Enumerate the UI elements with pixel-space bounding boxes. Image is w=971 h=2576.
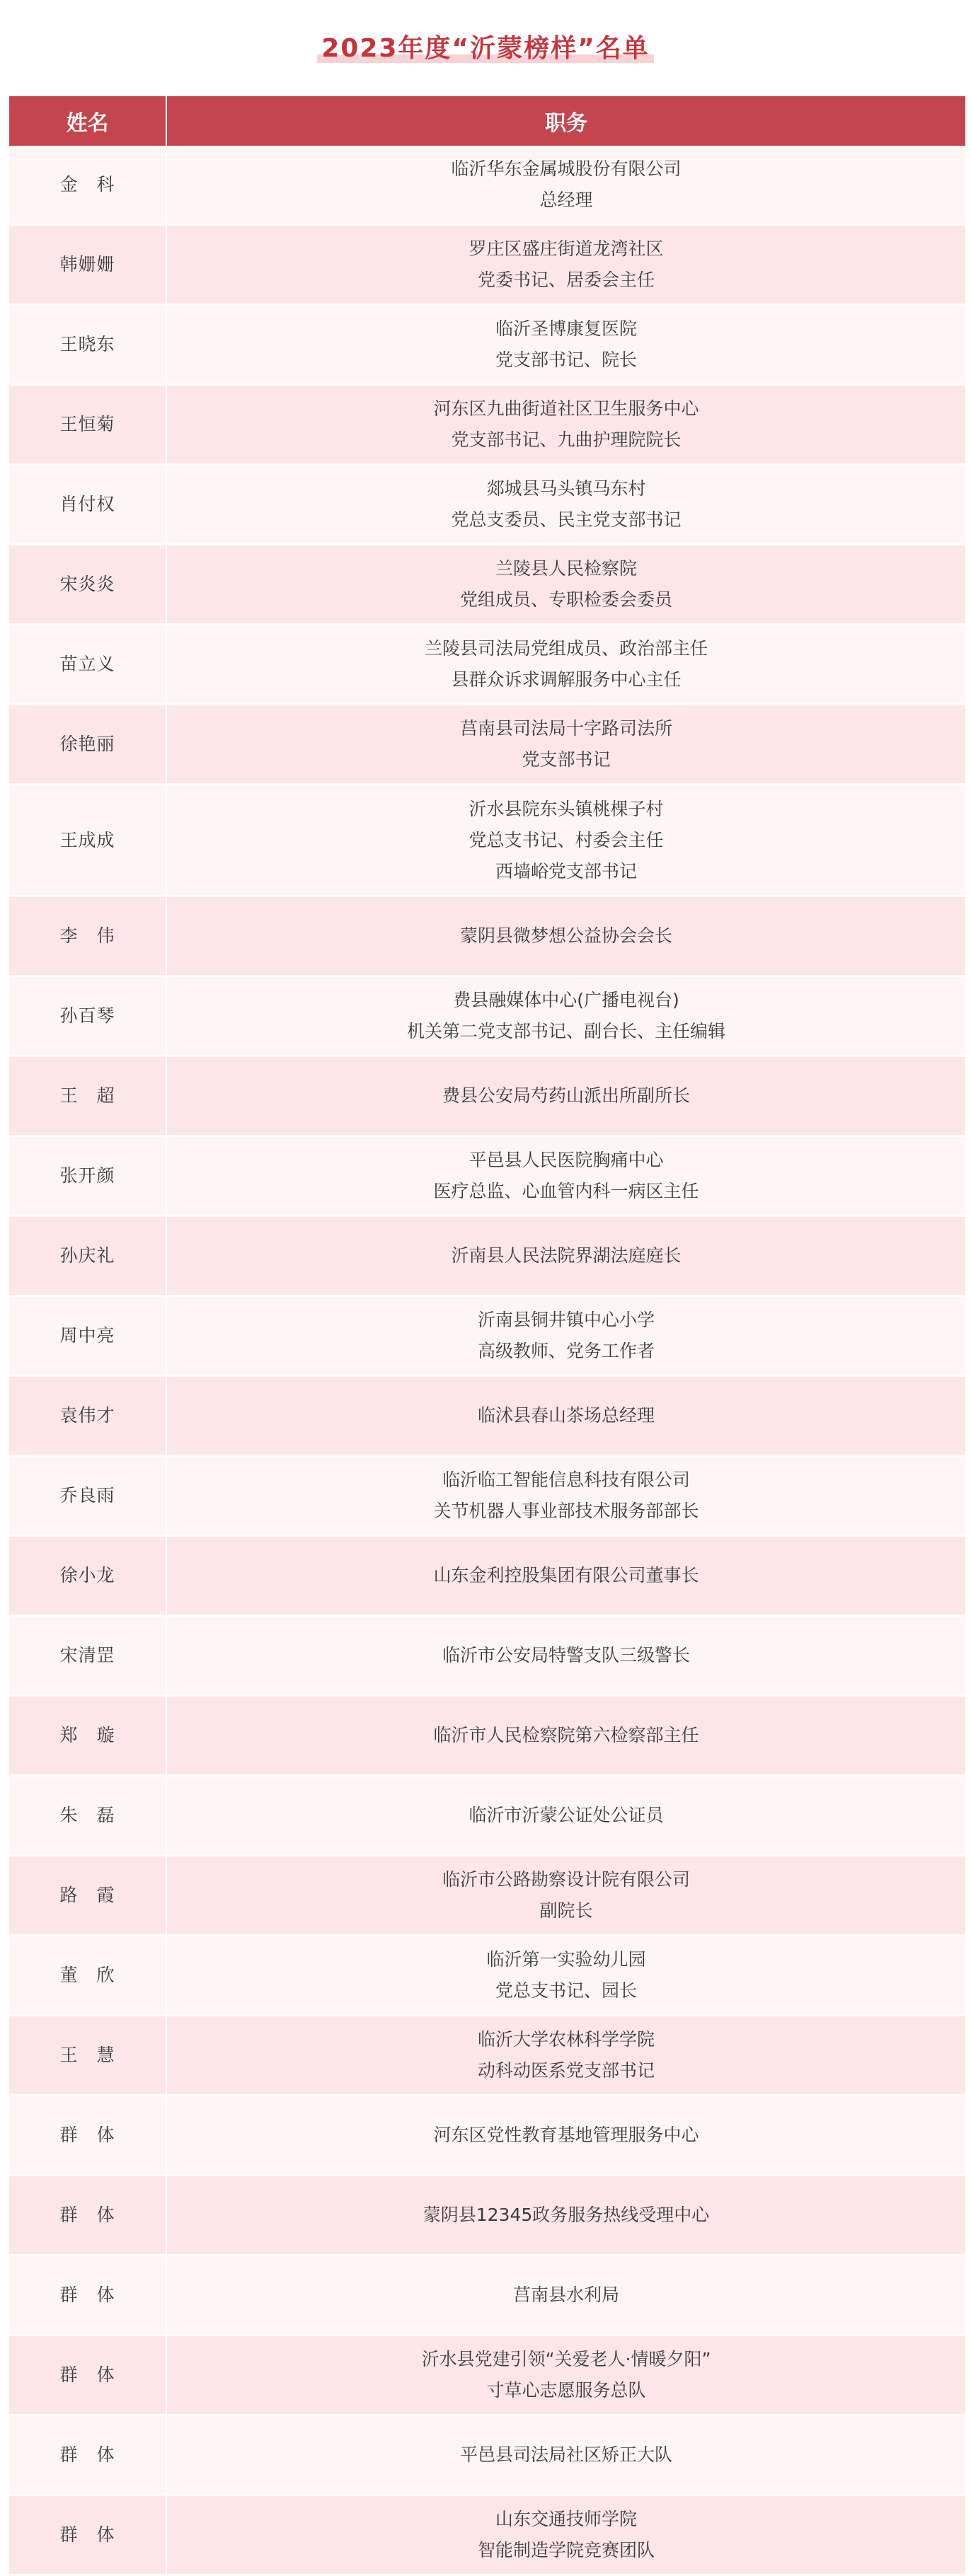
duty-line: 莒南县水利局 [512, 2285, 619, 2305]
duty-line: 兰陵县人民检察院 [495, 558, 637, 579]
table-row [9, 2496, 965, 2576]
duty-line: 郯城县马头镇马东村 [486, 478, 646, 499]
table-row [9, 545, 965, 625]
duty-cell [167, 2496, 965, 2574]
person-name: 徐小龙 [9, 1537, 167, 1615]
person-name: 群 体 [9, 2176, 167, 2254]
person-name: 群 体 [9, 2496, 167, 2574]
person-name: 徐艳丽 [9, 705, 167, 783]
table-row [9, 1297, 965, 1377]
duty-cell [167, 897, 965, 975]
person-name: 孙百琴 [9, 977, 167, 1055]
duty-line: 临沂市公路勘察设计院有限公司 [442, 1869, 690, 1890]
person-name: 金 科 [9, 146, 167, 224]
person-name: 李 伟 [9, 897, 167, 975]
duty-cell [167, 1617, 965, 1694]
duty-line: 党委书记、居委会主任 [477, 270, 655, 290]
table-row [9, 1457, 965, 1537]
duty-cell [167, 625, 965, 703]
honor-list-table [9, 96, 965, 2576]
duty-line: 总经理 [539, 190, 593, 210]
duty-line: 党组成员、专职检委会委员 [459, 589, 672, 610]
duty-cell [167, 1936, 965, 2014]
person-name: 郑 璇 [9, 1697, 167, 1774]
person-name: 韩姗姗 [9, 226, 167, 304]
page-title: 2023年度“沂蒙榜样”名单 [317, 28, 654, 64]
duty-line: 河东区九曲街道社区卫生服务中心 [433, 398, 699, 419]
duty-line: 临沂市沂蒙公证处公证员 [469, 1805, 664, 1825]
duty-cell [167, 2416, 965, 2494]
duty-line: 县群众诉求调解服务中心主任 [451, 669, 682, 690]
person-name: 乔良雨 [9, 1457, 167, 1535]
table-row [9, 1856, 965, 1936]
table-row [9, 1217, 965, 1297]
person-name: 王 超 [9, 1057, 167, 1135]
person-name: 朱 磊 [9, 1777, 167, 1854]
table-row [9, 1377, 965, 1457]
duty-line: 党总支委员、民主党支部书记 [451, 509, 682, 530]
table-row [9, 1697, 965, 1777]
duty-line: 沂南县铜井镇中心小学 [477, 1310, 655, 1330]
header-duty: 职务 [545, 111, 587, 136]
duty-line: 高级教师、党务工作者 [477, 1341, 655, 1361]
duty-cell [167, 1856, 965, 1934]
table-row [9, 625, 965, 705]
duty-line: 山东交通技师学院 [495, 2509, 637, 2529]
duty-line: 临沂临工智能信息科技有限公司 [442, 1469, 690, 1490]
table-row [9, 306, 965, 386]
duty-line: 寸草心志愿服务总队 [486, 2380, 646, 2401]
duty-cell [167, 1057, 965, 1135]
duty-line: 临沂大学农林科学学院 [477, 2029, 655, 2050]
duty-cell [167, 545, 965, 623]
duty-line: 沂南县人民法院界湖法庭庭长 [451, 1245, 682, 1266]
duty-line: 罗庄区盛庄街道龙湾社区 [469, 238, 664, 259]
duty-cell [167, 977, 965, 1055]
person-name: 肖付权 [9, 466, 167, 543]
person-name: 群 体 [9, 2336, 167, 2414]
table-row [9, 785, 965, 897]
duty-cell [167, 1297, 965, 1375]
duty-cell [167, 2256, 965, 2334]
person-name: 路 霞 [9, 1856, 167, 1934]
person-name: 周中亮 [9, 1297, 167, 1375]
duty-cell [167, 146, 965, 224]
table-row [9, 897, 965, 977]
table-row [9, 2176, 965, 2256]
table-row [9, 1057, 965, 1137]
person-name: 孙庆礼 [9, 1217, 167, 1295]
person-name: 苗立义 [9, 625, 167, 703]
duty-line: 党支部书记、院长 [495, 350, 637, 370]
duty-line: 关节机器人事业部技术服务部部长 [433, 1501, 699, 1521]
duty-line: 副院长 [539, 1900, 593, 1921]
duty-line: 党总支书记、村委会主任 [469, 829, 664, 850]
table-row [9, 977, 965, 1057]
table-row [9, 2336, 965, 2416]
duty-line: 党支部书记、九曲护理院院长 [451, 429, 682, 450]
duty-line: 智能制造学院竞赛团队 [477, 2540, 655, 2560]
duty-cell [167, 1537, 965, 1615]
duty-line: 平邑县人民医院胸痛中心 [469, 1150, 664, 1170]
person-name: 群 体 [9, 2256, 167, 2334]
duty-cell [167, 2336, 965, 2414]
duty-line: 医疗总监、心血管内科一病区主任 [433, 1181, 699, 1201]
duty-cell [167, 785, 965, 895]
table-row [9, 146, 965, 226]
table-row [9, 1537, 965, 1617]
person-name: 董 欣 [9, 1936, 167, 2014]
person-name: 群 体 [9, 2096, 167, 2174]
duty-line: 莒南县司法局十字路司法所 [459, 718, 672, 739]
table-row [9, 386, 965, 466]
table-body [9, 146, 965, 2576]
person-name: 张开颜 [9, 1137, 167, 1215]
table-row [9, 1777, 965, 1856]
duty-line: 临沂圣博康复医院 [495, 318, 637, 339]
duty-line: 动科动医系党支部书记 [477, 2060, 655, 2081]
duty-line: 临沂市公安局特警支队三级警长 [442, 1645, 690, 1665]
person-name: 袁伟才 [9, 1377, 167, 1455]
table-row [9, 2096, 965, 2176]
table-row [9, 466, 965, 545]
duty-cell [167, 386, 965, 463]
table-row [9, 705, 965, 785]
duty-cell [167, 2016, 965, 2094]
duty-line: 兰陵县司法局党组成员、政治部主任 [424, 638, 708, 659]
header-name: 姓名 [9, 96, 167, 146]
table-row [9, 1617, 965, 1697]
duty-cell [167, 1457, 965, 1535]
duty-line: 蒙阴县12345政务服务热线受理中心 [423, 2205, 710, 2225]
duty-line: 临沂华东金属城股份有限公司 [451, 158, 682, 179]
table-row [9, 1936, 965, 2016]
duty-line: 沂水县院东头镇桃棵子村 [469, 798, 664, 819]
duty-line: 党总支书记、园长 [495, 1980, 637, 2001]
duty-cell [167, 705, 965, 783]
person-name: 群 体 [9, 2416, 167, 2494]
duty-line: 临沂第一实验幼儿园 [486, 1949, 646, 1970]
person-name: 王 慧 [9, 2016, 167, 2094]
duty-line: 西墙峪党支部书记 [495, 860, 637, 882]
duty-line: 蒙阴县微梦想公益协会会长 [459, 925, 672, 946]
duty-cell [167, 1777, 965, 1854]
table-row [9, 2016, 965, 2096]
person-name: 王恒菊 [9, 386, 167, 463]
duty-line: 平邑县司法局社区矫正大队 [459, 2444, 672, 2465]
table-row [9, 2256, 965, 2336]
person-name: 宋炎炎 [9, 545, 167, 623]
person-name: 王晓东 [9, 306, 167, 383]
duty-cell [167, 306, 965, 383]
title-bar [0, 28, 971, 64]
duty-cell [167, 226, 965, 304]
duty-line: 临沂市人民检察院第六检察部主任 [433, 1725, 699, 1745]
table-row [9, 1137, 965, 1217]
duty-cell [167, 1697, 965, 1774]
duty-cell [167, 1377, 965, 1455]
table-header [9, 96, 965, 146]
table-row [9, 226, 965, 306]
duty-line: 临沭县春山茶场总经理 [477, 1405, 655, 1426]
duty-cell [167, 2096, 965, 2174]
duty-line: 党支部书记 [522, 749, 611, 770]
duty-line: 河东区党性教育基地管理服务中心 [433, 2125, 699, 2145]
duty-line: 机关第二党支部书记、副台长、主任编辑 [406, 1021, 725, 1041]
table-row [9, 2416, 965, 2496]
duty-cell [167, 2176, 965, 2254]
duty-cell [167, 1217, 965, 1295]
duty-line: 费县融媒体中心(广播电视台) [453, 990, 679, 1010]
duty-line: 费县公安局芍药山派出所副所长 [442, 1085, 690, 1106]
person-name: 王成成 [9, 785, 167, 895]
duty-line: 沂水县党建引领“关爱老人·情暖夕阳” [421, 2349, 711, 2369]
duty-line: 山东金利控股集团有限公司董事长 [433, 1565, 699, 1586]
duty-cell [167, 466, 965, 543]
person-name: 宋清罡 [9, 1617, 167, 1694]
duty-cell [167, 1137, 965, 1215]
